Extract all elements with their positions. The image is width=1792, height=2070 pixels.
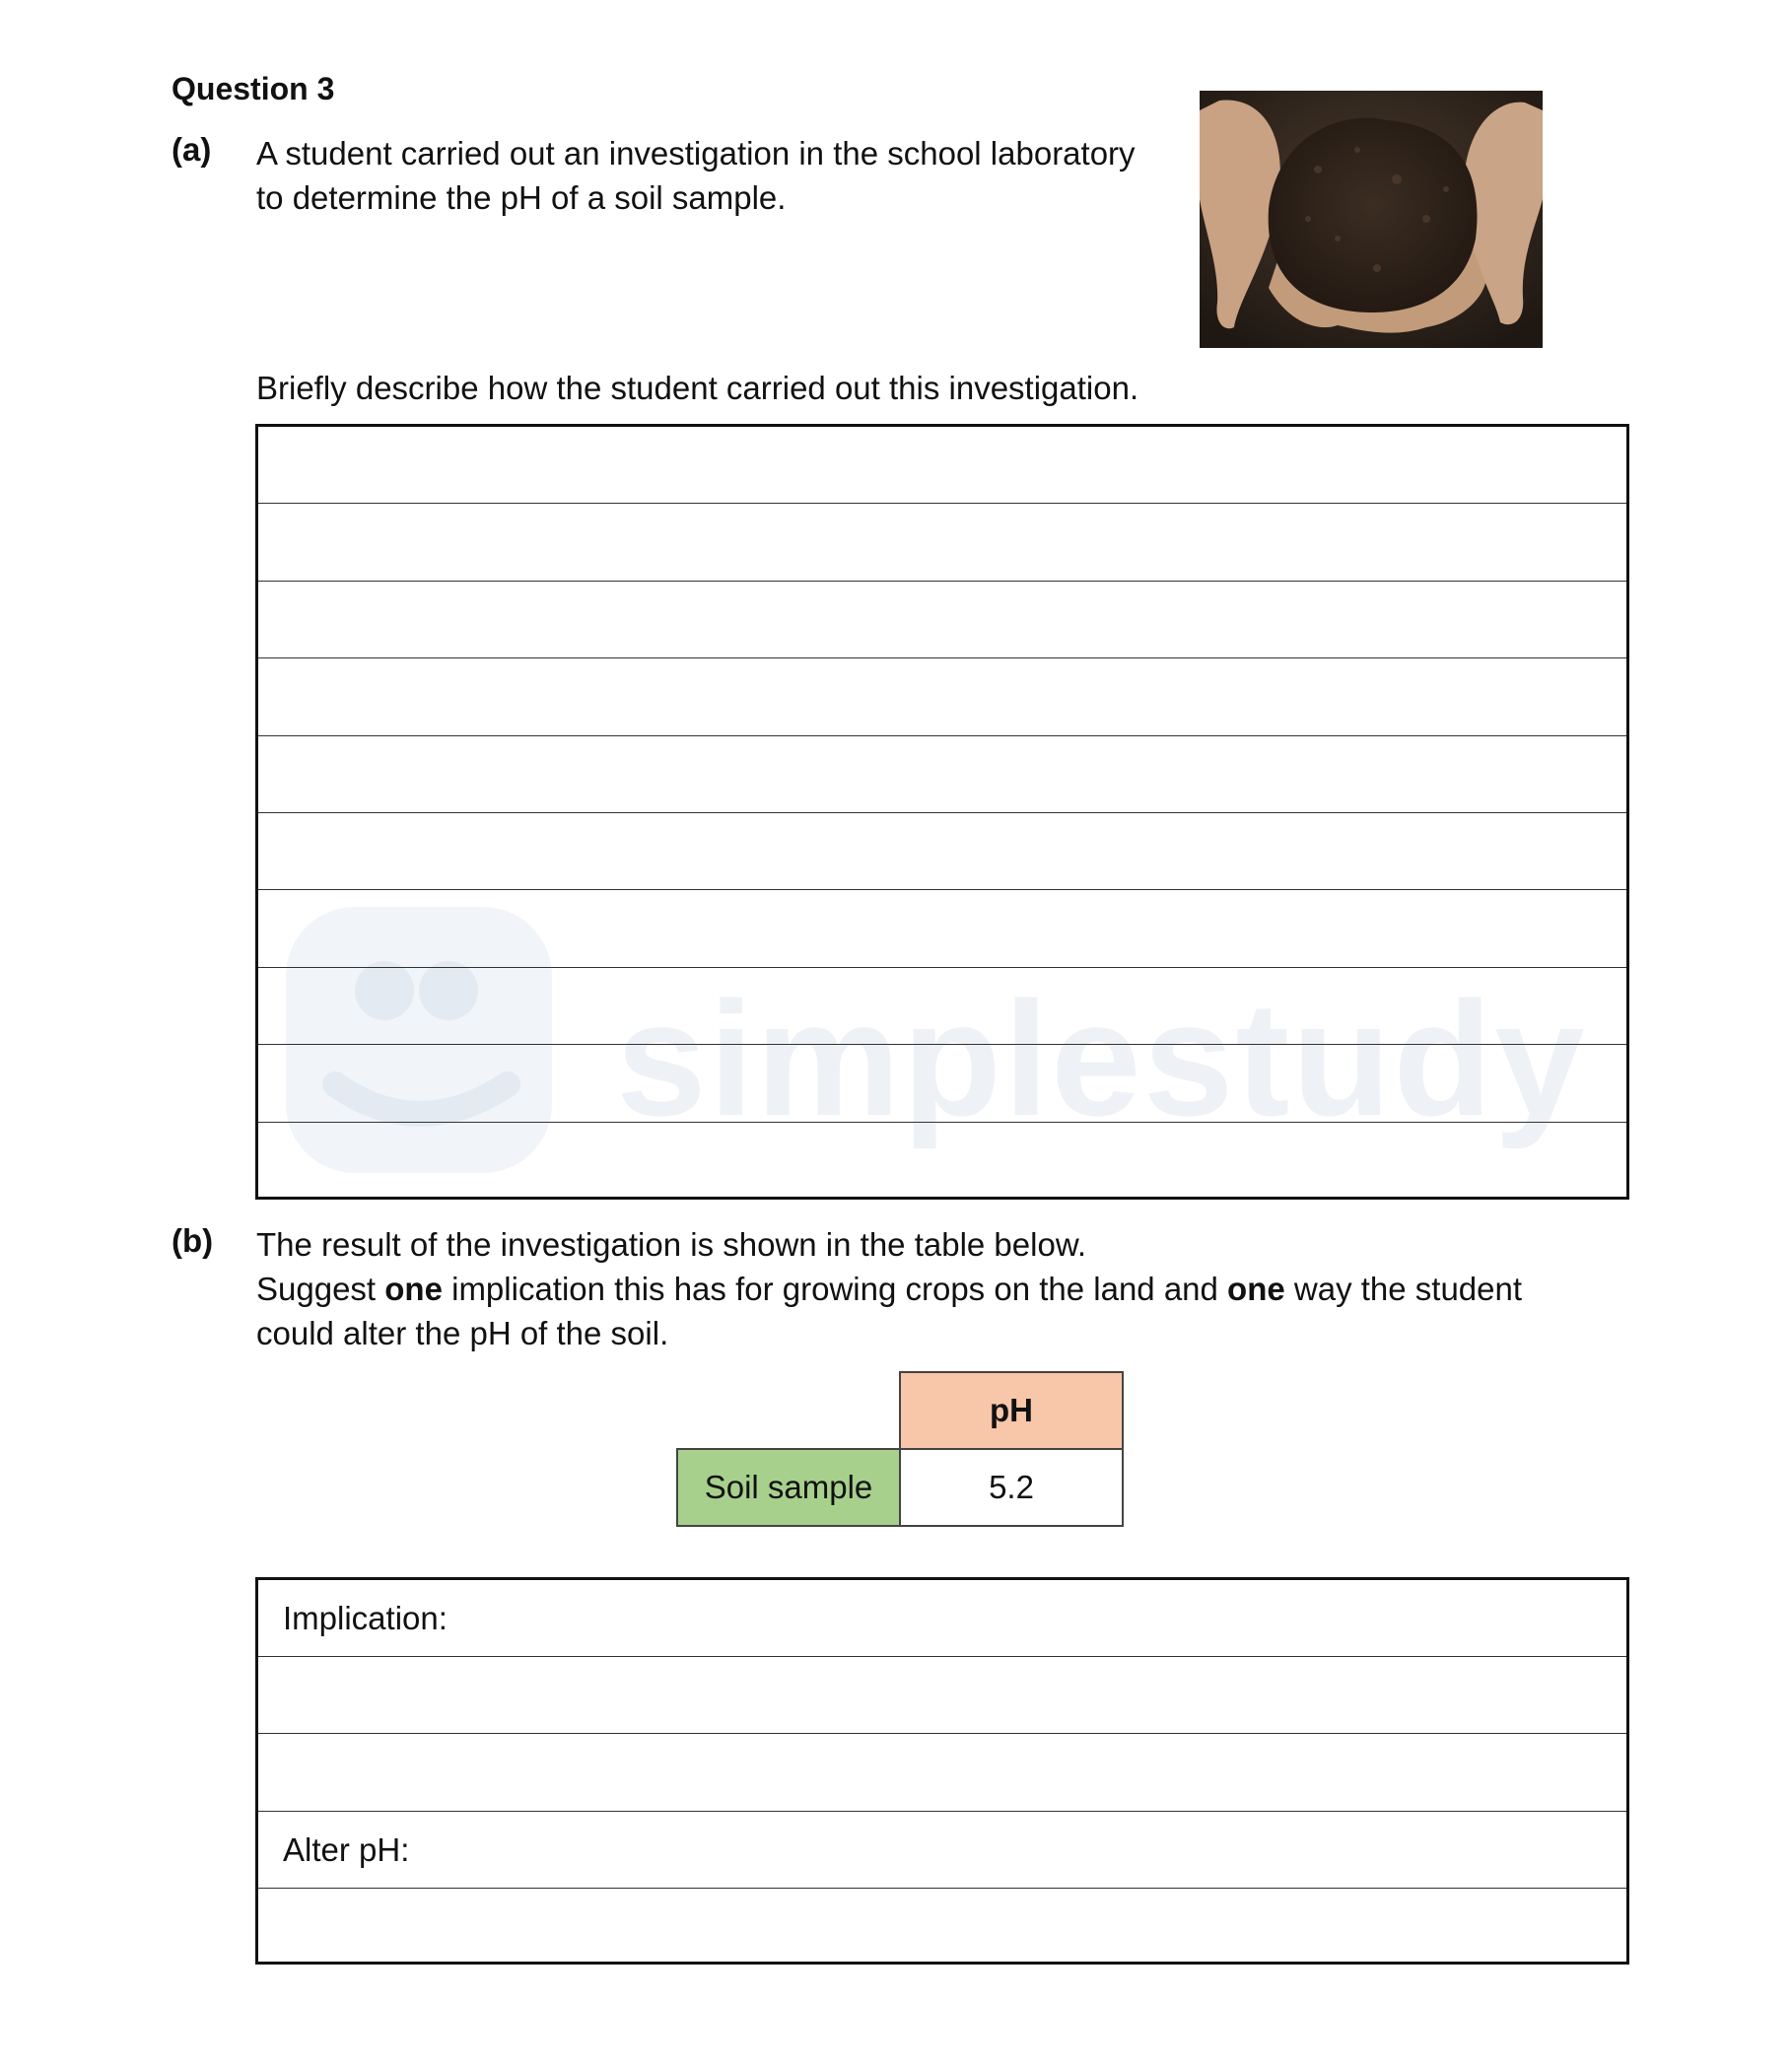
answer-line[interactable] — [258, 1889, 1626, 1966]
ph-table-row-value: 5.2 — [899, 1448, 1124, 1527]
part-b-text-line: could alter the pH of the soil. — [256, 1315, 669, 1351]
answer-line[interactable] — [258, 1123, 1626, 1200]
alter-ph-label: Alter pH: — [283, 1830, 410, 1868]
answer-box-a[interactable] — [255, 424, 1629, 1200]
part-a-label: (a) — [172, 131, 212, 168]
emphasis-one: one — [384, 1271, 443, 1307]
answer-line[interactable] — [258, 1045, 1626, 1122]
answer-line[interactable] — [258, 1734, 1626, 1811]
emphasis-one: one — [1227, 1271, 1285, 1307]
answer-line[interactable] — [258, 427, 1626, 504]
describe-prompt: Briefly describe how the student carried out this investigation. — [256, 370, 1139, 406]
answer-line[interactable] — [258, 582, 1626, 658]
answer-line[interactable] — [258, 813, 1626, 890]
text-span: Suggest — [256, 1271, 385, 1307]
implication-label: Implication: — [283, 1600, 448, 1636]
text-span: way the student — [1284, 1271, 1523, 1307]
answer-line-alter[interactable] — [258, 1812, 1626, 1889]
part-a-text-line: to determine the pH of a soil sample. — [256, 179, 787, 216]
part-a-text-line: A student carried out an investigation in the school laboratory — [256, 135, 1136, 172]
answer-line-implication[interactable] — [258, 1580, 1626, 1657]
ph-table-row-label: Soil sample — [676, 1448, 901, 1527]
answer-line[interactable] — [258, 1657, 1626, 1734]
answer-line[interactable] — [258, 968, 1626, 1045]
part-b-text — [256, 1222, 1597, 1355]
answer-line[interactable] — [258, 658, 1626, 735]
ph-table-header: pH — [899, 1371, 1124, 1450]
part-a-text — [256, 131, 1183, 220]
watermark-text: simplestudy — [616, 968, 1587, 1149]
part-b-label: (b) — [172, 1222, 214, 1259]
answer-box-b[interactable] — [255, 1577, 1629, 1965]
answer-line[interactable] — [258, 736, 1626, 813]
text-span: implication this has for growing crops on the land and — [442, 1271, 1228, 1307]
part-b-text-line: The result of the investigation is shown in the table below. — [256, 1226, 1086, 1263]
answer-line[interactable] — [258, 504, 1626, 581]
soil-hands-image — [1200, 91, 1543, 348]
question-title: Question 3 — [172, 71, 335, 106]
part-b-text-line — [256, 1267, 1597, 1311]
answer-line[interactable] — [258, 890, 1626, 967]
